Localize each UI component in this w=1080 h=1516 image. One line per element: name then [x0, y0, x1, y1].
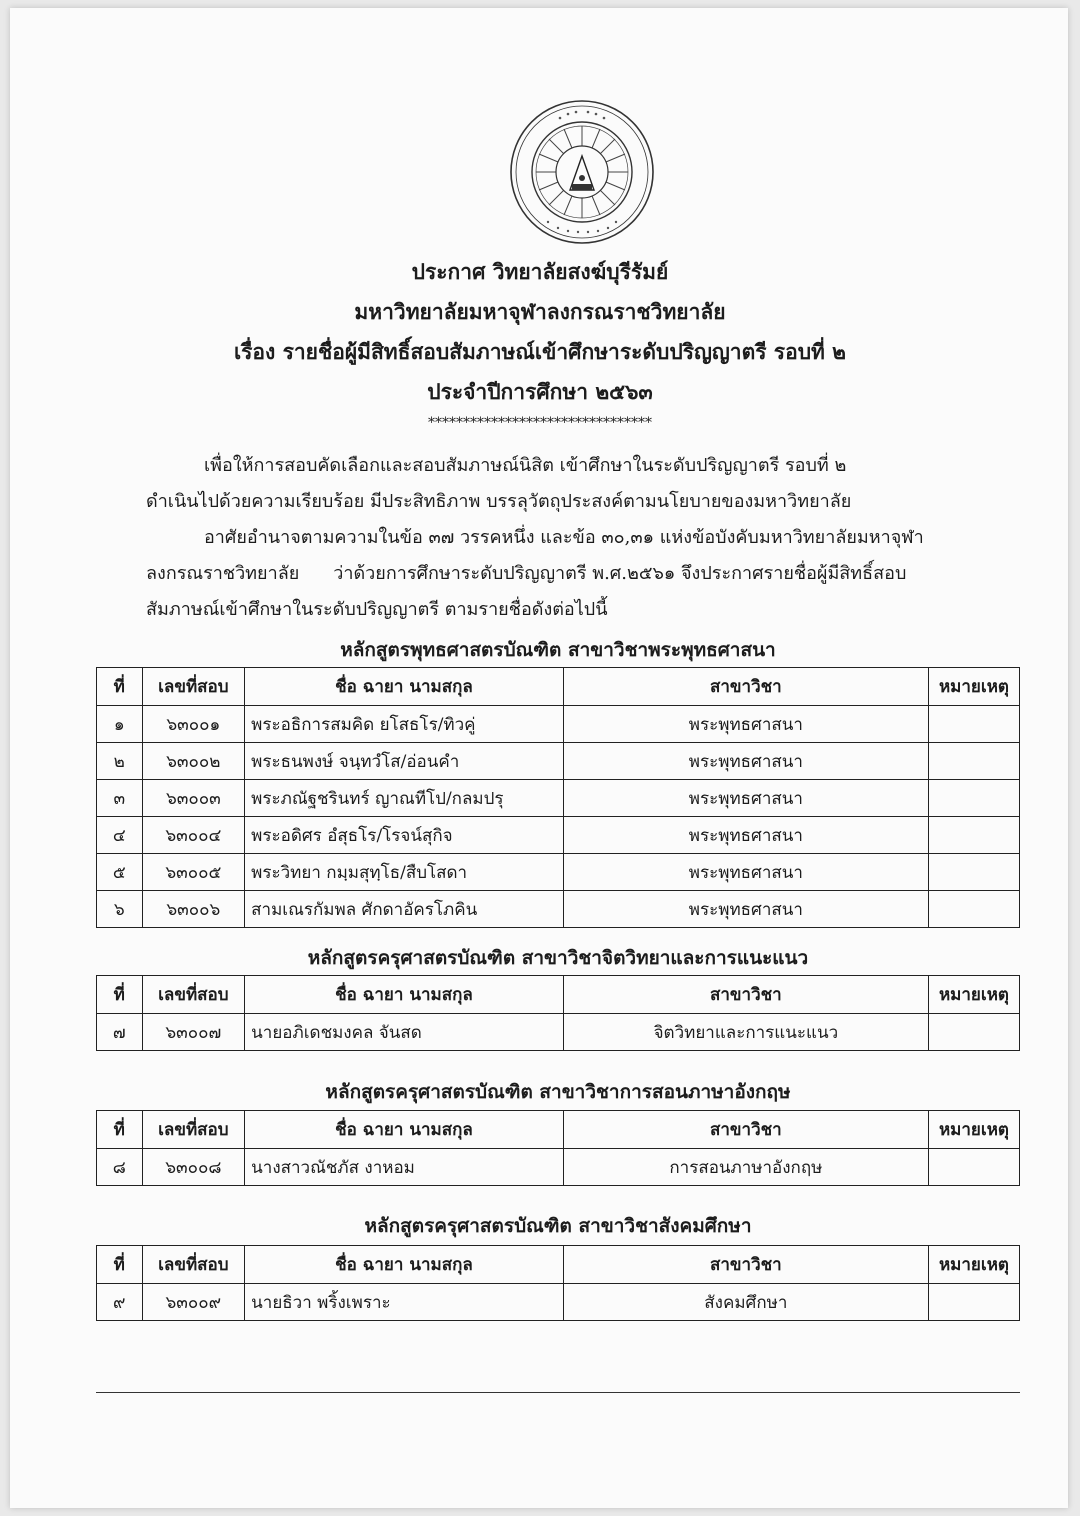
table-buddhism	[96, 667, 1020, 928]
cell-no: ๗	[97, 1014, 143, 1051]
table-english	[96, 1110, 1020, 1186]
table-row	[97, 743, 1020, 780]
header-exam-id: เลขที่สอบ	[142, 976, 245, 1014]
header-exam-id: เลขที่สอบ	[142, 1111, 245, 1149]
header-exam-id: เลขที่สอบ	[142, 668, 245, 706]
header-note: หมายเหตุ	[928, 668, 1019, 706]
header-note: หมายเหตุ	[928, 1246, 1019, 1284]
header-no: ที่	[97, 668, 143, 706]
paragraph-1-line-2: ดำเนินไปด้วยความเรียบร้อย มีประสิทธิภาพ บรรลุวัตถุประสงค์ตามนโยบายของมหาวิทยาลัย	[146, 491, 852, 512]
announcement-title	[0, 252, 1080, 430]
cell-major: พระพุทธศาสนา	[563, 854, 928, 891]
cell-major: สังคมศึกษา	[563, 1284, 928, 1321]
cell-no: ๕	[97, 854, 143, 891]
table-row	[97, 891, 1020, 928]
header-no: ที่	[97, 1111, 143, 1149]
header-exam-id: เลขที่สอบ	[142, 1246, 245, 1284]
cell-name: พระอธิการสมคิด ยโสธโร/ทิวคู่	[245, 706, 564, 743]
cell-exam-id: ๖๓๐๐๓	[142, 780, 245, 817]
cell-major: จิตวิทยาและการแนะแนว	[563, 1014, 928, 1051]
cell-major: พระพุทธศาสนา	[563, 891, 928, 928]
cell-major: พระพุทธศาสนา	[563, 780, 928, 817]
cell-major: การสอนภาษาอังกฤษ	[563, 1149, 928, 1186]
header-name: ชื่อ ฉายา นามสกุล	[245, 1111, 564, 1149]
title-line-3: เรื่อง รายชื่อผู้มีสิทธิ์สอบสัมภาษณ์เข้าศึกษาระดับปริญญาตรี รอบที่ ๒	[233, 339, 847, 364]
table-row	[97, 817, 1020, 854]
paragraph-2-line-2	[146, 556, 1018, 592]
table-row	[97, 1149, 1020, 1186]
cell-exam-id: ๖๓๐๐๙	[142, 1284, 245, 1321]
cell-exam-id: ๖๓๐๐๑	[142, 706, 245, 743]
table-header-row	[97, 668, 1020, 706]
section-heading-social-studies: หลักสูตรครุศาสตรบัณฑิต สาขาวิชาสังคมศึกษา	[364, 1215, 752, 1237]
paragraph-1-line-1: เพื่อให้การสอบคัดเลือกและสอบสัมภาษณ์นิสิต เข้าศึกษาในระดับปริญญาตรี รอบที่ ๒	[204, 455, 847, 476]
cell-exam-id: ๖๓๐๐๕	[142, 854, 245, 891]
cell-exam-id: ๖๓๐๐๘	[142, 1149, 245, 1186]
table-header-row	[97, 1111, 1020, 1149]
section-heading-english: หลักสูตรครุศาสตรบัณฑิต สาขาวิชาการสอนภาษาอังกฤษ	[325, 1081, 791, 1103]
cell-no: ๑	[97, 706, 143, 743]
cell-exam-id: ๖๓๐๐๗	[142, 1014, 245, 1051]
cell-no: ๒	[97, 743, 143, 780]
title-line-2: มหาวิทยาลัยมหาจุฬาลงกรณราชวิทยาลัย	[354, 299, 726, 324]
cell-exam-id: ๖๓๐๐๖	[142, 891, 245, 928]
title-line-1: ประกาศ วิทยาลัยสงฆ์บุรีรัมย์	[411, 259, 669, 284]
cell-name: พระภณัฐชรินทร์ ญาณทีโป/กลมปรุ	[245, 780, 564, 817]
header-name: ชื่อ ฉายา นามสกุล	[245, 668, 564, 706]
table-row	[97, 780, 1020, 817]
header-major: สาขาวิชา	[563, 1111, 928, 1149]
table-row	[97, 706, 1020, 743]
cell-name: สามเณรกัมพล ศักดาอัครโภคิน	[245, 891, 564, 928]
table-row	[97, 854, 1020, 891]
cell-no: ๔	[97, 817, 143, 854]
cell-note	[928, 780, 1019, 817]
cell-name: นายอภิเดชมงคล จันสด	[245, 1014, 564, 1051]
cell-exam-id: ๖๓๐๐๒	[142, 743, 245, 780]
paragraph-2-line-1: อาศัยอำนาจตามความในข้อ ๓๗ วรรคหนึ่ง และข้อ ๓๐,๓๑ แห่งข้อบังคับมหาวิทยาลัยมหาจุฬา	[204, 527, 924, 548]
header-major: สาขาวิชา	[563, 1246, 928, 1284]
header-major: สาขาวิชา	[563, 668, 928, 706]
paragraph-2-line-3: สัมภาษณ์เข้าศึกษาในระดับปริญญาตรี ตามรายชื่อดังต่อไปนี้	[146, 599, 608, 620]
table-psychology	[96, 975, 1020, 1051]
header-name: ชื่อ ฉายา นามสกุล	[245, 1246, 564, 1284]
star-divider: ********************************	[428, 415, 652, 431]
cell-name: พระอดิศร อํสุธโร/โรจน์สุกิจ	[245, 817, 564, 854]
cell-note	[928, 743, 1019, 780]
cell-no: ๓	[97, 780, 143, 817]
cell-name: พระวิทยา กมฺมสุทฺโธ/สืบโสดา	[245, 854, 564, 891]
paragraph-2-line-2-part-2: ว่าด้วยการศึกษาระดับปริญญาตรี พ.ศ.๒๕๖๑ จึงประกาศรายชื่อผู้มีสิทธิ์สอบ	[333, 563, 907, 584]
bottom-divider	[96, 1392, 1020, 1393]
cell-no: ๖	[97, 891, 143, 928]
paragraph-2-line-2-part-1: ลงกรณราชวิทยาลัย	[146, 563, 300, 584]
cell-note	[928, 1284, 1019, 1321]
cell-name: นายธิวา พริ้งเพราะ	[245, 1284, 564, 1321]
title-line-4: ประจำปีการศึกษา ๒๕๖๓	[427, 379, 653, 404]
header-note: หมายเหตุ	[928, 1111, 1019, 1149]
cell-major: พระพุทธศาสนา	[563, 706, 928, 743]
cell-note	[928, 854, 1019, 891]
cell-note	[928, 1149, 1019, 1186]
table-social-studies	[96, 1245, 1020, 1321]
header-no: ที่	[97, 976, 143, 1014]
cell-name: นางสาวณัชภัส งาหอม	[245, 1149, 564, 1186]
header-major: สาขาวิชา	[563, 976, 928, 1014]
cell-major: พระพุทธศาสนา	[563, 743, 928, 780]
table-header-row	[97, 976, 1020, 1014]
cell-no: ๘	[97, 1149, 143, 1186]
university-seal-icon	[508, 98, 656, 246]
header-note: หมายเหตุ	[928, 976, 1019, 1014]
cell-note	[928, 817, 1019, 854]
cell-note	[928, 891, 1019, 928]
table-header-row	[97, 1246, 1020, 1284]
section-heading-psychology: หลักสูตรครุศาสตรบัณฑิต สาขาวิชาจิตวิทยาและการแนะแนว	[307, 947, 809, 969]
cell-exam-id: ๖๓๐๐๔	[142, 817, 245, 854]
header-name: ชื่อ ฉายา นามสกุล	[245, 976, 564, 1014]
cell-note	[928, 1014, 1019, 1051]
table-row	[97, 1284, 1020, 1321]
cell-no: ๙	[97, 1284, 143, 1321]
header-no: ที่	[97, 1246, 143, 1284]
table-row	[97, 1014, 1020, 1051]
cell-name: พระธนพงษ์ จนฺทวํโส/อ่อนคำ	[245, 743, 564, 780]
cell-note	[928, 706, 1019, 743]
section-heading-buddhism: หลักสูตรพุทธศาสตรบัณฑิต สาขาวิชาพระพุทธศาสนา	[340, 639, 776, 661]
cell-major: พระพุทธศาสนา	[563, 817, 928, 854]
